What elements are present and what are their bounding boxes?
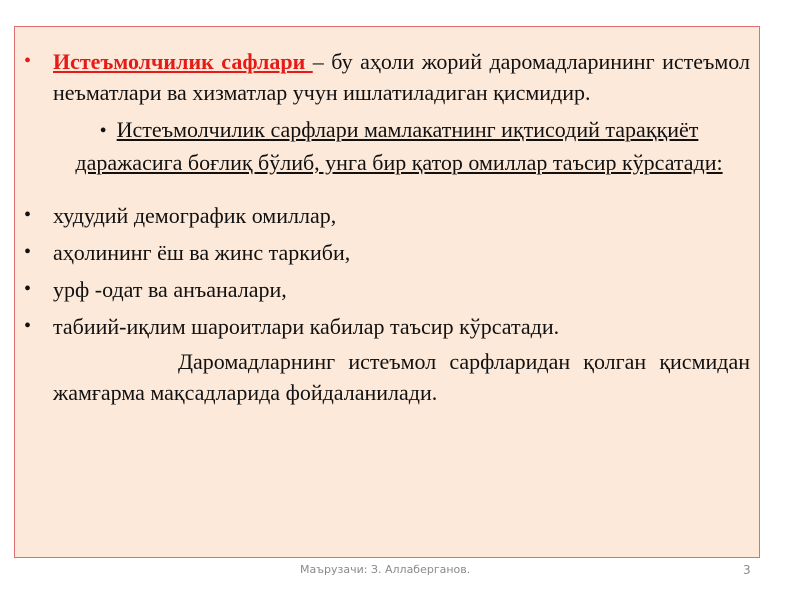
- bullet-icon: •: [24, 241, 32, 263]
- bullet-icon: •: [24, 204, 32, 226]
- list-item: [22, 274, 750, 305]
- list-item: [22, 237, 750, 268]
- list-item: [22, 311, 750, 342]
- bullet-icon: •: [24, 315, 32, 337]
- factors-list: [22, 200, 750, 342]
- page-number: 3: [743, 563, 751, 577]
- list-item-text: урф -одат ва анъаналари,: [53, 277, 287, 302]
- list-item-text: аҳолининг ёш ва жинс таркиби,: [53, 240, 351, 265]
- factors-intro-paragraph: [22, 114, 750, 178]
- list-item-text: табиий-иқлим шароитлари кабилар таъсир кўрсатади.: [53, 314, 560, 339]
- list-item: [22, 200, 750, 231]
- bullet-icon: •: [24, 278, 32, 300]
- definition-paragraph: [22, 46, 750, 108]
- footer-lecturer: Маърузачи: З. Аллаберганов.: [300, 563, 471, 576]
- conclusion-paragraph: Даромадларнинг истеъмол сарфларидан қолган қисмидан жамғарма мақсадларида фойдаланилади.: [53, 349, 750, 405]
- bullet-icon: •: [99, 120, 107, 142]
- definition-text: – бу аҳоли жорий даромадларининг истеъмол неъматлари ва хизматлар учун ишлатиладиган қисмидир.: [53, 49, 750, 105]
- factors-intro-text: Истеъмолчилик сарфлари мамлакатнинг иқтисодий тараққиёт даражасига боғлиқ бўлиб, унга бир қатор омиллар таъсир кўрсатади:: [75, 117, 723, 175]
- highlighted-term: Истеъмолчилик сафлари: [53, 49, 313, 74]
- bullet-icon: •: [24, 50, 32, 72]
- list-item-text: худудий демографик омиллар,: [53, 203, 337, 228]
- slide-content: [22, 46, 750, 430]
